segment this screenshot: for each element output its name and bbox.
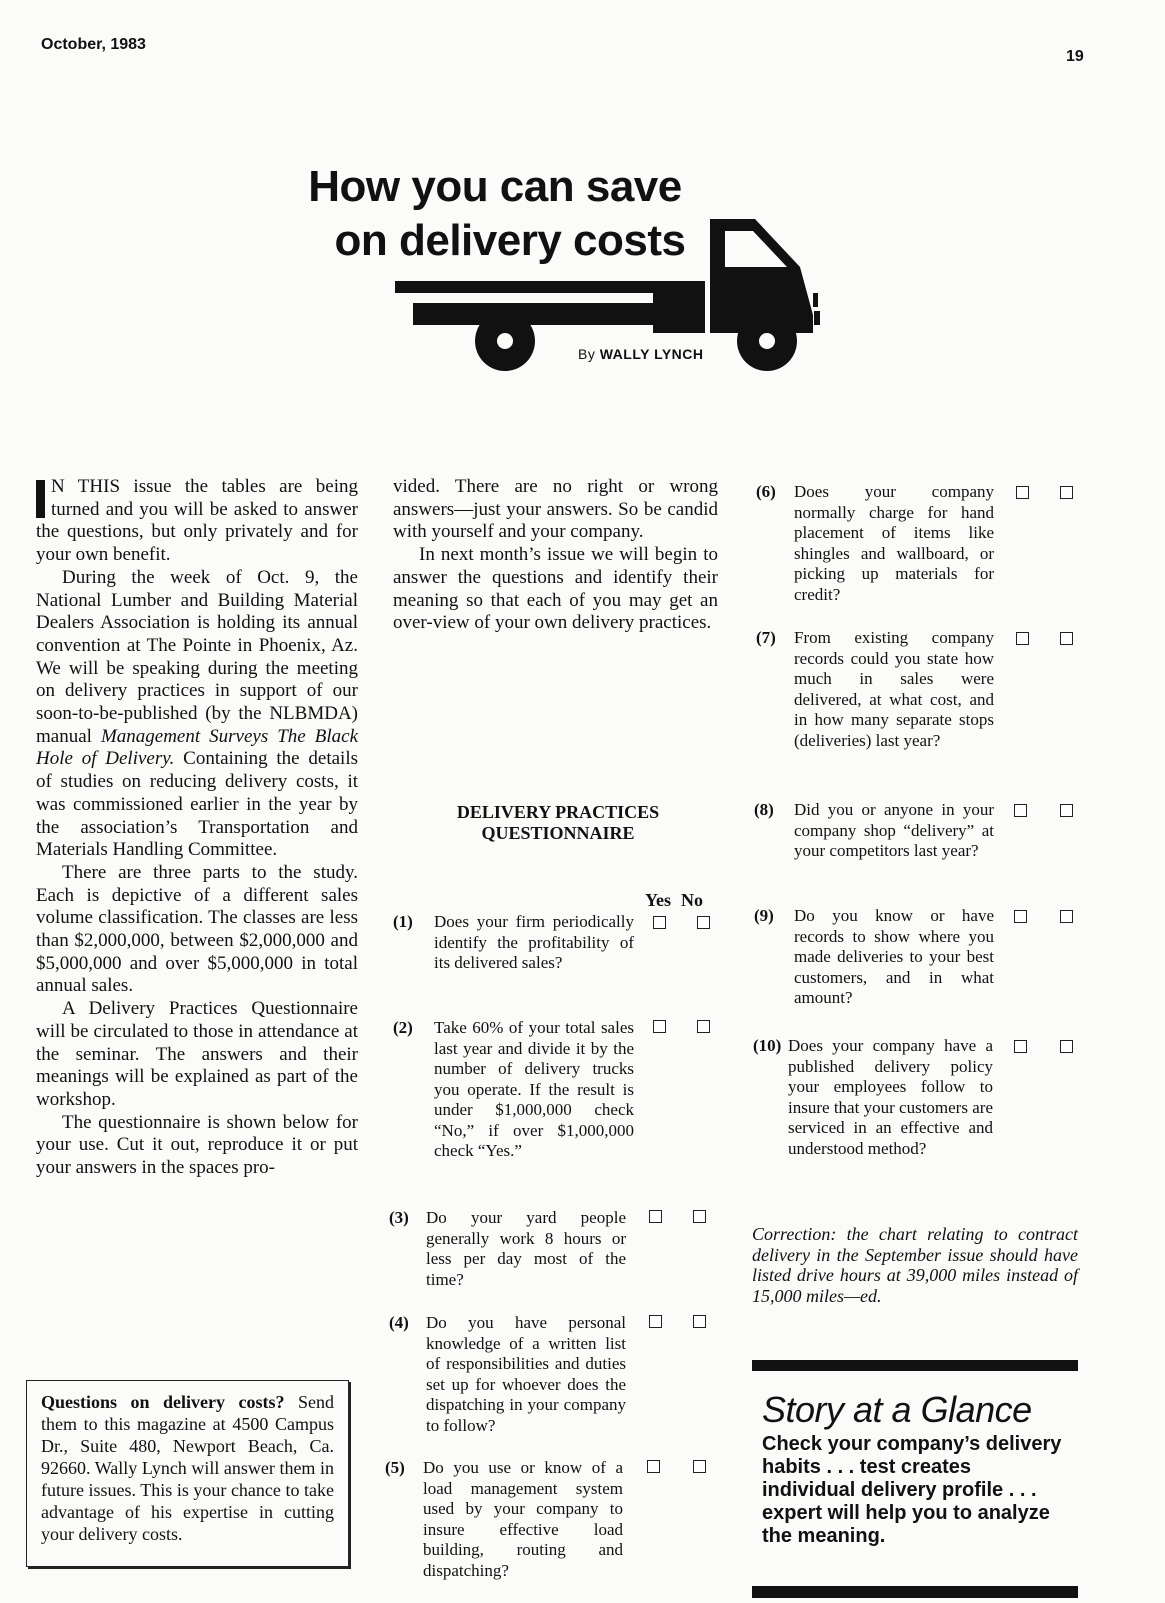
no-checkbox[interactable] [697, 916, 710, 929]
question-number: (10) [753, 1036, 782, 1055]
paragraph-7: In next month’s issue we will begin to answer the questions and identify their meaning so that each of you may get an over-view of your own delivery practices. [393, 544, 718, 634]
yes-checkbox[interactable] [1016, 486, 1029, 499]
question-number: (6) [756, 482, 776, 501]
paragraph-2: During the week of Oct. 9, the National Lumber and Building Material Dealers Association is holding its annual convention at The Pointe in Phoenix, Az. We will be speaking during the meeting on delivery practices in support of our soon-to-be-published (by the NLBMDA) manual Management Surveys The Black Hole of Delivery. Containing the details of studies on reducing delivery costs, it was commissioned earlier in the year by the association’s Transportation and Materials Handling Committee. [36, 566, 358, 861]
glance-bottom-rule [752, 1586, 1078, 1598]
no-checkbox[interactable] [697, 1020, 710, 1033]
no-checkbox[interactable] [1060, 632, 1073, 645]
question-number: (5) [385, 1458, 405, 1477]
yes-checkbox[interactable] [653, 916, 666, 929]
no-checkbox[interactable] [1060, 1040, 1073, 1053]
glance-title: Story at a Glance [762, 1389, 1032, 1430]
yes-header: Yes [645, 890, 671, 910]
questionnaire-title-line-2: QUESTIONNAIRE [481, 823, 635, 843]
byline-prefix: By [578, 346, 596, 362]
sidebar-text: Send them to this magazine at 4500 Campus Dr., Suite 480, Newport Beach, Ca. 92660. Wally Lynch will answer them in future issues. This is your chance to take advantage of his expertise in cutting your delivery costs. [41, 1392, 334, 1544]
paragraph-5: The questionnaire is shown below for your use. Cut it out, reproduce it or put your answers in the spaces pro- [36, 1111, 358, 1179]
questionnaire-title-line-1: DELIVERY PRACTICES [456, 802, 660, 822]
no-checkbox[interactable] [1060, 804, 1073, 817]
no-checkbox[interactable] [693, 1315, 706, 1328]
question-text: Take 60% of your total sales last year and divide it by the number of delivery trucks you operate. If the result is under $1,000,000 check “No,” if over $1,000,000 check “Yes.” [434, 1018, 634, 1160]
page-number: 19 [1066, 48, 1084, 65]
paragraph-6: vided. There are no right or wrong answers—just your answers. So be candid with yourself and your company. [393, 476, 718, 543]
question-text: Does your company normally charge for hand placement of items like shingles and wallboard, or picking up materials for credit? [794, 482, 994, 604]
no-checkbox[interactable] [1060, 910, 1073, 923]
no-checkbox[interactable] [693, 1460, 706, 1473]
yes-checkbox[interactable] [649, 1210, 662, 1223]
paragraph-1: N THIS issue the tables are being turned and you will be asked to answer the questions, but only privately and for your own benefit. [36, 476, 358, 566]
correction-note: Correction: the chart relating to contract delivery in the September issue should have listed drive hours at 39,000 miles instead of 15,000 miles—ed. [752, 1224, 1078, 1306]
yes-checkbox[interactable] [1014, 804, 1027, 817]
yes-checkbox[interactable] [1016, 632, 1029, 645]
question-text: Does your company have a published delivery policy your employees follow to insure that your customers are serviced in an effective and understood method? [788, 1036, 993, 1158]
question-text: Do you use or know of a load management system used by your company to insure effective load building, routing and dispatching? [423, 1458, 623, 1580]
questions-sidebar [26, 1380, 349, 1567]
article-column-1 [36, 476, 358, 1180]
no-header: No [681, 890, 703, 910]
question-number: (1) [393, 912, 413, 931]
question-text: Does your firm periodically identify the profitability of its delivered sales? [434, 912, 634, 972]
article-column-2 [393, 476, 718, 635]
question-text: Do you know or have records to show where you made deliveries to your best customers, and in what amount? [794, 906, 994, 1007]
question-text: From existing company records could you state how much in sales were delivered, at what cost, and in how many separate stops (deliveries) last year? [794, 628, 994, 750]
question-number: (9) [754, 906, 774, 925]
question-text: Did you or anyone in your company shop “delivery” at your competitors last year? [794, 800, 994, 860]
yes-checkbox[interactable] [647, 1460, 660, 1473]
no-checkbox[interactable] [693, 1210, 706, 1223]
paragraph-3: There are three parts to the study. Each is depictive of a different sales volume classification. The classes are less than $2,000,000, between $2,000,000 and $5,000,000 and over $5,000,000 in total annual sales. [36, 861, 358, 997]
questionnaire-title [393, 802, 723, 844]
question-number: (4) [389, 1313, 409, 1332]
question-number: (7) [756, 628, 776, 647]
no-checkbox[interactable] [1060, 486, 1073, 499]
issue-date: October, 1983 [41, 36, 146, 53]
manual-title: Management Surveys The Black Hole of Delivery. [36, 725, 358, 770]
title-line-1: How you can save [308, 162, 682, 211]
yes-checkbox[interactable] [653, 1020, 666, 1033]
yes-checkbox[interactable] [1014, 1040, 1027, 1053]
question-number: (8) [754, 800, 774, 819]
byline-author: WALLY LYNCH [599, 346, 704, 362]
question-text: Do your yard people generally work 8 hours or less per day most of the time? [426, 1208, 626, 1289]
yes-checkbox[interactable] [1014, 910, 1027, 923]
sidebar-lead: Questions on delivery costs? [41, 1392, 285, 1412]
answer-column-headers [645, 890, 713, 911]
paragraph-4: A Delivery Practices Questionnaire will be circulated to those in attendance at the seminar. The answers and their meanings will be explained as part of the workshop. [36, 998, 358, 1110]
glance-top-rule [752, 1360, 1078, 1371]
glance-summary: Check your company’s delivery habits . . . test creates individual delivery profile . . . expert will help you to analyze the meaning. [762, 1433, 1062, 1547]
drop-cap [36, 480, 45, 518]
byline [578, 346, 704, 362]
yes-checkbox[interactable] [649, 1315, 662, 1328]
question-number: (2) [393, 1018, 413, 1037]
question-text: Do you have personal knowledge of a written list of responsibilities and duties set up for whoever does the dispatching in your company to follow? [426, 1313, 626, 1435]
question-number: (3) [389, 1208, 409, 1227]
title-line-2: on delivery costs [334, 216, 686, 265]
